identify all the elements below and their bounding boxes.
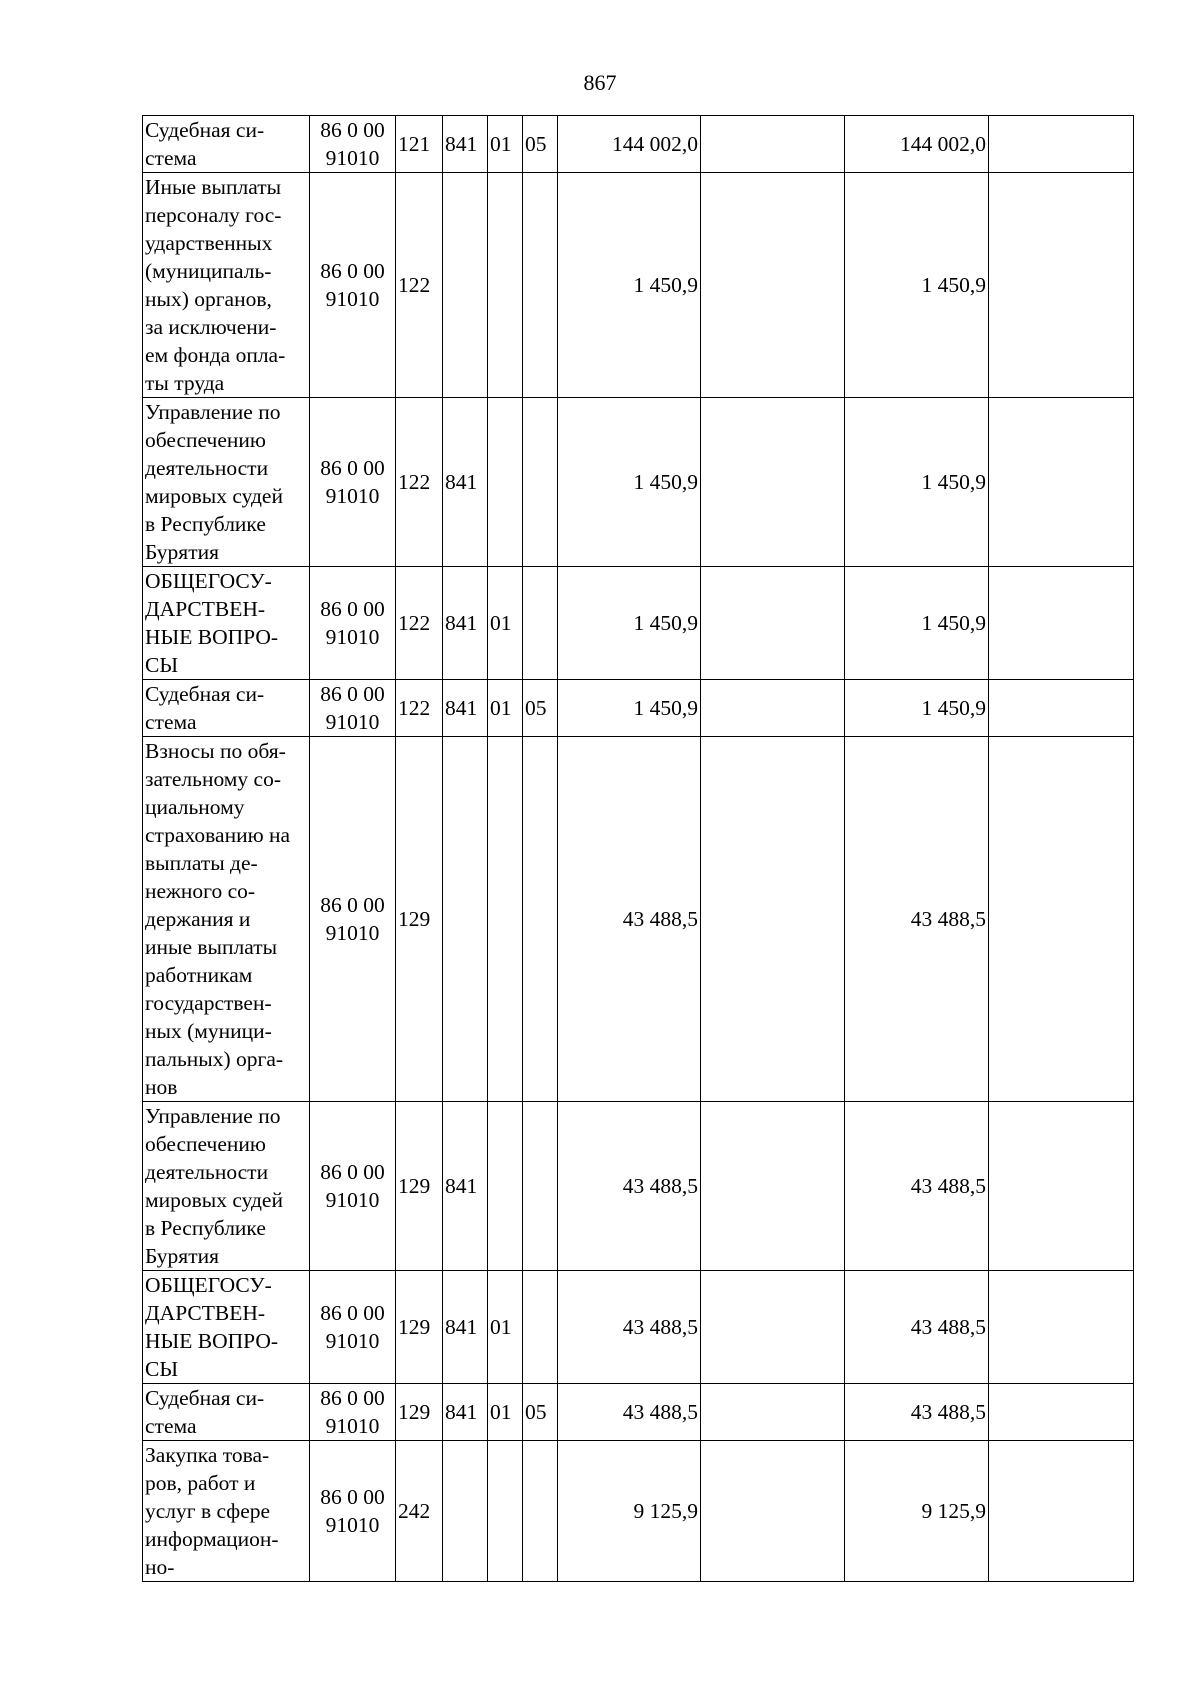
item-name-line: ДАРСТВЕН- [145, 597, 266, 621]
item-name-line: НЫЕ ВОПРО- [145, 625, 279, 649]
subsection-code-cell [523, 1271, 558, 1384]
amount-cell-4 [989, 116, 1134, 173]
table-row [143, 173, 1134, 398]
item-name-line: работникам [145, 963, 253, 987]
amount-cell-3: 43 488,5 [845, 1271, 989, 1384]
item-name-line: ОБЩЕГОСУ- [145, 569, 272, 593]
amount-cell-2 [701, 1441, 845, 1582]
item-name-line: нов [145, 1075, 178, 1099]
amount-cell-4 [989, 1384, 1134, 1441]
amount-cell-2 [701, 1102, 845, 1271]
item-name-cell [143, 1102, 310, 1271]
section-code-cell [488, 737, 523, 1102]
item-name-line: деятельности [145, 456, 269, 480]
amount-cell-3: 144 002,0 [845, 116, 989, 173]
page-number: 867 [583, 70, 617, 95]
item-name-cell [143, 116, 310, 173]
item-name-line: (муниципаль- [145, 259, 272, 283]
amount-cell-2 [701, 737, 845, 1102]
expense-type-cell: 129 [396, 1102, 443, 1271]
amount-cell-1: 9 125,9 [558, 1441, 701, 1582]
amount-cell-3: 43 488,5 [845, 1102, 989, 1271]
item-name-line: циальному [145, 795, 245, 819]
item-name-line: пальных) орга- [145, 1047, 284, 1071]
item-name-line: в Республике [145, 1216, 266, 1240]
item-name-line: ОБЩЕГОСУ- [145, 1273, 272, 1297]
subsection-code-cell [523, 1441, 558, 1582]
target-code-line: 86 0 00 [320, 1301, 385, 1325]
table-row [143, 1441, 1134, 1582]
item-name-line: государствен- [145, 991, 272, 1015]
amount-cell-2 [701, 1271, 845, 1384]
item-name-line: услуг в сфере [145, 1499, 271, 1523]
grbs-code-cell [443, 1441, 488, 1582]
amount-cell-1: 1 450,9 [558, 680, 701, 737]
target-code-line: 86 0 00 [320, 1160, 385, 1184]
item-name-line: деятельности [145, 1160, 269, 1184]
amount-cell-4 [989, 1102, 1134, 1271]
amount-cell-4 [989, 737, 1134, 1102]
item-name-line: в Республике [145, 512, 266, 536]
amount-cell-4 [989, 173, 1134, 398]
item-name-line: НЫЕ ВОПРО- [145, 1329, 279, 1353]
amount-cell-1: 43 488,5 [558, 737, 701, 1102]
target-code-cell [310, 1102, 396, 1271]
item-name-line: ДАРСТВЕН- [145, 1301, 266, 1325]
expense-type-cell: 242 [396, 1441, 443, 1582]
item-name-line: Судебная си- [145, 682, 265, 706]
item-name-line: стема [145, 710, 197, 734]
target-code-line: 91010 [325, 484, 380, 508]
grbs-code-cell [443, 737, 488, 1102]
item-name-line: стема [145, 146, 197, 170]
table-row [143, 116, 1134, 173]
amount-cell-3: 43 488,5 [845, 737, 989, 1102]
section-code-cell: 01 [488, 680, 523, 737]
amount-cell-1: 1 450,9 [558, 398, 701, 567]
amount-cell-3: 43 488,5 [845, 1384, 989, 1441]
item-name-cell [143, 567, 310, 680]
amount-cell-2 [701, 398, 845, 567]
item-name-line: Бурятия [145, 1244, 219, 1268]
item-name-line: страхованию на [145, 823, 291, 847]
target-code-cell [310, 1441, 396, 1582]
table-row [143, 680, 1134, 737]
grbs-code-cell: 841 [443, 398, 488, 567]
item-name-line: СЫ [145, 1357, 179, 1381]
amount-cell-1: 43 488,5 [558, 1102, 701, 1271]
amount-cell-2 [701, 680, 845, 737]
amount-cell-2 [701, 1384, 845, 1441]
item-name-line: Иные выплаты [145, 175, 282, 199]
target-code-cell [310, 567, 396, 680]
item-name-line: Бурятия [145, 540, 219, 564]
target-code-line: 86 0 00 [320, 456, 385, 480]
target-code-cell [310, 116, 396, 173]
expense-type-cell: 121 [396, 116, 443, 173]
target-code-line: 91010 [325, 921, 380, 945]
expense-type-cell: 122 [396, 398, 443, 567]
subsection-code-cell [523, 567, 558, 680]
target-code-line: 91010 [325, 146, 380, 170]
target-code-line: 91010 [325, 1513, 380, 1537]
item-name-line: ных (муници- [145, 1019, 272, 1043]
amount-cell-1: 144 002,0 [558, 116, 701, 173]
budget-table [142, 115, 1134, 1582]
section-code-cell: 01 [488, 116, 523, 173]
item-name-cell [143, 1384, 310, 1441]
section-code-cell: 01 [488, 1271, 523, 1384]
target-code-line: 91010 [325, 1414, 380, 1438]
target-code-line: 86 0 00 [320, 259, 385, 283]
item-name-line: но- [145, 1555, 175, 1579]
item-name-line: ударственных [145, 231, 273, 255]
table-body [143, 116, 1134, 1582]
item-name-line: Судебная си- [145, 118, 265, 142]
item-name-line: информацион- [145, 1527, 279, 1551]
amount-cell-3: 1 450,9 [845, 567, 989, 680]
subsection-code-cell [523, 737, 558, 1102]
item-name-line: ты труда [145, 371, 225, 395]
subsection-code-cell [523, 398, 558, 567]
item-name-cell [143, 1271, 310, 1384]
amount-cell-1: 1 450,9 [558, 567, 701, 680]
item-name-line: обеспечению [145, 428, 266, 452]
expense-type-cell: 129 [396, 1271, 443, 1384]
target-code-line: 86 0 00 [320, 118, 385, 142]
subsection-code-cell [523, 1102, 558, 1271]
target-code-line: 86 0 00 [320, 597, 385, 621]
item-name-line: зательному со- [145, 767, 281, 791]
amount-cell-2 [701, 567, 845, 680]
target-code-cell [310, 737, 396, 1102]
table-row [143, 1102, 1134, 1271]
target-code-line: 86 0 00 [320, 893, 385, 917]
target-code-cell [310, 173, 396, 398]
item-name-line: иные выплаты [145, 935, 278, 959]
amount-cell-3: 9 125,9 [845, 1441, 989, 1582]
item-name-line: персоналу гос- [145, 203, 282, 227]
item-name-line: ров, работ и [145, 1471, 256, 1495]
target-code-cell [310, 680, 396, 737]
grbs-code-cell: 841 [443, 1102, 488, 1271]
amount-cell-3: 1 450,9 [845, 680, 989, 737]
table-row [143, 567, 1134, 680]
amount-cell-2 [701, 173, 845, 398]
item-name-line: ем фонда опла- [145, 343, 286, 367]
item-name-cell [143, 680, 310, 737]
section-code-cell [488, 1441, 523, 1582]
expense-type-cell: 129 [396, 737, 443, 1102]
section-code-cell [488, 398, 523, 567]
amount-cell-2 [701, 116, 845, 173]
item-name-line: ных) органов, [145, 287, 272, 311]
item-name-line: мировых судей [145, 1188, 283, 1212]
target-code-line: 91010 [325, 710, 380, 734]
amount-cell-3: 1 450,9 [845, 398, 989, 567]
table-row [143, 737, 1134, 1102]
grbs-code-cell [443, 173, 488, 398]
expense-type-cell: 129 [396, 1384, 443, 1441]
item-name-line: стема [145, 1414, 197, 1438]
subsection-code-cell: 05 [523, 116, 558, 173]
target-code-cell [310, 1384, 396, 1441]
item-name-cell [143, 737, 310, 1102]
section-code-cell [488, 1102, 523, 1271]
item-name-line: Взносы по обя- [145, 739, 286, 763]
target-code-line: 86 0 00 [320, 682, 385, 706]
item-name-line: СЫ [145, 653, 179, 677]
target-code-line: 86 0 00 [320, 1485, 385, 1509]
grbs-code-cell: 841 [443, 680, 488, 737]
table-row [143, 1384, 1134, 1441]
section-code-cell: 01 [488, 1384, 523, 1441]
expense-type-cell: 122 [396, 173, 443, 398]
amount-cell-3: 1 450,9 [845, 173, 989, 398]
target-code-line: 91010 [325, 625, 380, 649]
grbs-code-cell: 841 [443, 567, 488, 680]
amount-cell-4 [989, 398, 1134, 567]
item-name-line: Закупка това- [145, 1443, 270, 1467]
expense-type-cell: 122 [396, 680, 443, 737]
item-name-line: Управление по [145, 1104, 281, 1128]
target-code-cell [310, 398, 396, 567]
amount-cell-4 [989, 1271, 1134, 1384]
table-row [143, 398, 1134, 567]
subsection-code-cell: 05 [523, 1384, 558, 1441]
subsection-code-cell [523, 173, 558, 398]
expense-type-cell: 122 [396, 567, 443, 680]
item-name-line: выплаты де- [145, 851, 258, 875]
amount-cell-1: 43 488,5 [558, 1271, 701, 1384]
target-code-cell [310, 1271, 396, 1384]
amount-cell-4 [989, 1441, 1134, 1582]
amount-cell-1: 1 450,9 [558, 173, 701, 398]
item-name-line: обеспечению [145, 1132, 266, 1156]
item-name-line: мировых судей [145, 484, 283, 508]
grbs-code-cell: 841 [443, 1384, 488, 1441]
section-code-cell: 01 [488, 567, 523, 680]
table-row [143, 1271, 1134, 1384]
grbs-code-cell: 841 [443, 1271, 488, 1384]
item-name-line: нежного со- [145, 879, 256, 903]
item-name-line: держания и [145, 907, 251, 931]
section-code-cell [488, 173, 523, 398]
item-name-line: Управление по [145, 400, 281, 424]
target-code-line: 91010 [325, 1329, 380, 1353]
amount-cell-1: 43 488,5 [558, 1384, 701, 1441]
target-code-line: 91010 [325, 287, 380, 311]
target-code-line: 86 0 00 [320, 1386, 385, 1410]
item-name-cell [143, 398, 310, 567]
amount-cell-4 [989, 567, 1134, 680]
target-code-line: 91010 [325, 1188, 380, 1212]
item-name-cell [143, 173, 310, 398]
item-name-line: за исключени- [145, 315, 277, 339]
item-name-line: Судебная си- [145, 1386, 265, 1410]
amount-cell-4 [989, 680, 1134, 737]
item-name-cell [143, 1441, 310, 1582]
subsection-code-cell: 05 [523, 680, 558, 737]
grbs-code-cell: 841 [443, 116, 488, 173]
